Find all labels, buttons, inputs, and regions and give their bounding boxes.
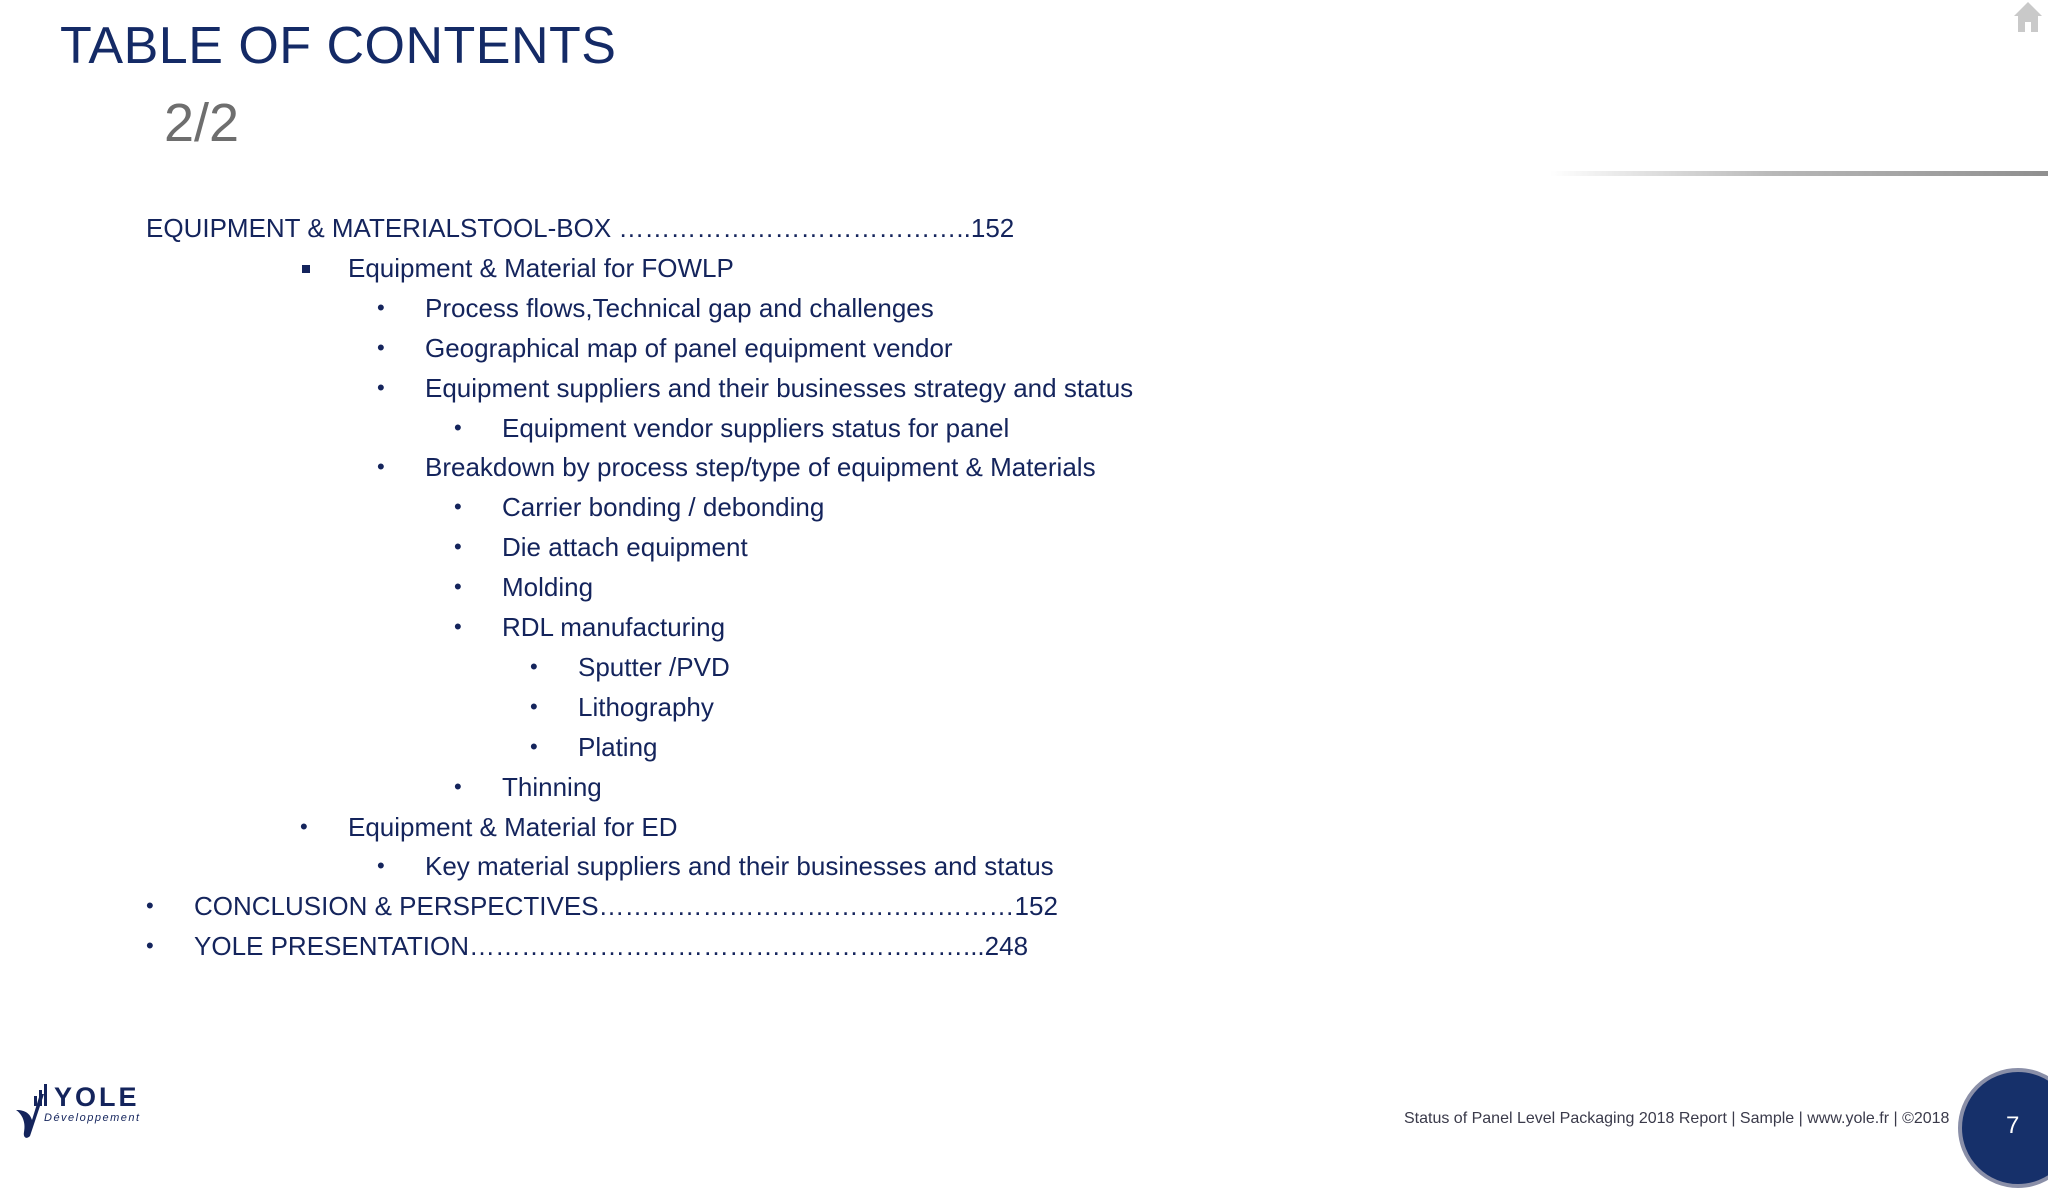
header-divider — [1550, 171, 2048, 176]
page-number-badge — [1958, 1068, 2048, 1188]
toc-bullet: • — [454, 534, 462, 560]
toc-entry[interactable]: Lithography — [578, 691, 714, 722]
toc-entry[interactable]: Carrier bonding / debonding — [502, 492, 825, 523]
toc-entry[interactable]: CONCLUSION & PERSPECTIVES…………………………………………152 — [194, 891, 1058, 922]
toc-bullet: • — [530, 653, 538, 679]
page-title: TABLE OF CONTENTS — [60, 17, 617, 75]
toc-entry[interactable]: Equipment & Material for ED — [348, 811, 678, 842]
footer-text: Status of Panel Level Packaging 2018 Report | Sample | www.yole.fr | ©2018 — [1404, 1110, 1950, 1127]
toc-entry[interactable]: Molding — [502, 572, 594, 603]
toc-entry[interactable]: Plating — [578, 731, 658, 762]
toc-entry[interactable]: Breakdown by process step/type of equipment & Materials — [425, 452, 1096, 483]
page-subtitle: 2/2 — [164, 93, 240, 153]
toc-bullet: • — [454, 574, 462, 600]
toc-bullet: • — [454, 414, 462, 440]
toc-bullet: • — [146, 933, 154, 959]
toc-entry[interactable]: YOLE PRESENTATION…………………………………………………...248 — [194, 931, 1029, 962]
toc-bullet: • — [377, 294, 385, 320]
toc-entry[interactable]: RDL manufacturing — [502, 612, 726, 642]
toc-entry[interactable]: Sputter /PVD — [578, 651, 730, 682]
toc-entry[interactable]: EQUIPMENT & MATERIALSTOOL-BOX …………………………………..152 — [146, 213, 1015, 243]
toc-entry[interactable]: Process flows,Technical gap and challenges — [425, 292, 934, 323]
toc-entry[interactable]: Key material suppliers and their businesses and status — [425, 851, 1054, 882]
yole-logo[interactable] — [14, 1074, 154, 1146]
toc-bullet: • — [377, 454, 385, 480]
toc-bullet: • — [377, 374, 385, 400]
toc-entry[interactable]: Geographical map of panel equipment vendor — [425, 332, 953, 363]
toc-entry[interactable]: Equipment suppliers and their businesses strategy and status — [425, 372, 1134, 403]
toc-entry[interactable]: Die attach equipment — [502, 532, 748, 563]
home-icon[interactable] — [2012, 0, 2044, 34]
toc-bullet: • — [530, 733, 538, 759]
toc-bullet: • — [454, 773, 462, 799]
toc-square-bullet — [302, 265, 310, 273]
toc-entry[interactable]: Thinning — [502, 771, 602, 802]
toc-entry[interactable]: Equipment & Material for FOWLP — [348, 252, 734, 283]
toc-bullet: • — [454, 614, 462, 639]
logo-wordmark: YOLE — [54, 1082, 140, 1112]
toc-entry[interactable]: Equipment vendor suppliers status for panel — [502, 412, 1010, 443]
toc-bullet: • — [454, 494, 462, 520]
toc-bullet: • — [146, 893, 154, 919]
page-number: 7 — [2006, 1112, 2020, 1139]
toc-bullet: • — [300, 813, 308, 839]
logo-tagline: Développement — [44, 1112, 141, 1124]
toc-bullet: • — [530, 693, 538, 719]
toc-bullet: • — [377, 334, 385, 360]
yole-logo-mark-icon — [14, 1074, 50, 1144]
toc-bullet: • — [377, 853, 385, 879]
